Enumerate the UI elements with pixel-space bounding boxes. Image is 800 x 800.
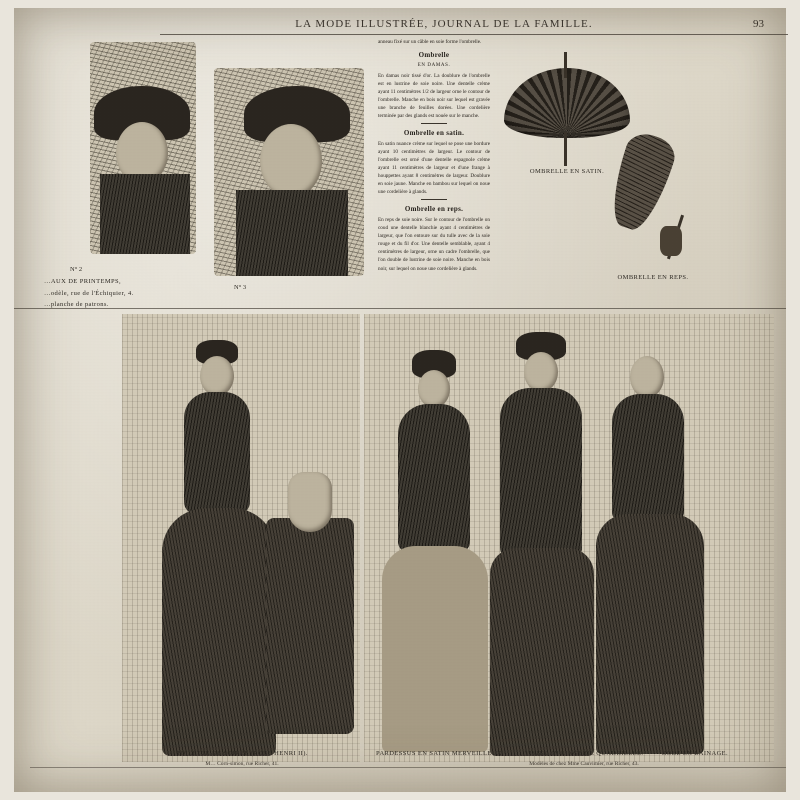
- visite-lingerie-quadrillee-figure: [476, 332, 604, 756]
- parasol-closed-caption: OMBRELLE EN REPS.: [617, 274, 689, 281]
- column-ombrelle-lead: anneau fixé sur un câble en soie forme l'ombrelle.: [378, 39, 482, 45]
- header-rule: [160, 34, 788, 35]
- robe-en-lainage-caption: ROBE EN LAINAGE.: [661, 750, 729, 757]
- column-ombrelle-satin-body: En satin nuance crème sur lequel se pose une bordure ayant 10 centimètres de largeur. Le contour de l'ombrelle est orné d'une dentelle espagnole crème ayant 11 centimètres de largeur et d'une frange à houppettes ayant 8 centimètres de largeur. Doublure en soie jaune. Manche en bambou sur lequel on noue une cordelière à glands.: [378, 140, 490, 196]
- column-ombrelle: [378, 38, 490, 276]
- visite-lingerie-quadrillee-caption: VISITE EN LINGERIE QUADRILLÉE.: [524, 750, 644, 757]
- vase-shape: [288, 472, 332, 532]
- hat-figure-left-pattern-note: …planche de patrons.: [44, 301, 109, 308]
- hat-figure-center-number: N° 3: [234, 284, 247, 291]
- toilette-de-soiree-credit: M… Corn-simon, rue Richer, 41.: [205, 761, 279, 767]
- paper-sheet: [14, 8, 786, 792]
- column-ombrelle-reps-heading: Ombrelle en reps.: [404, 205, 464, 214]
- bottom-rule: [30, 767, 786, 768]
- mid-rule: [14, 308, 786, 309]
- visite-lingerie-quadrillee-credit: Modèles de chez Mme Cauvimier, rue Richer, 43.: [529, 761, 639, 767]
- hat-figure-left-number: N° 2: [70, 266, 83, 273]
- column-ombrelle-satin-heading: Ombrelle en satin.: [403, 129, 465, 138]
- column-ombrelle-reps-body: En reps de soie noire. Sur le contour de l'ombrelle on coud une dentelle blanchie ayant 4 centimètres de largeur, que l'on entoure sur du tulle avec de la soie rouge et du fil d'or. Une dentelle semblable, ayant 4 centimètres de largeur, orne un cadre l'ombrelle, que l'on double de lustrine de soie noire. Manche en bois noir, sur lequel on noue une cordelière à glands.: [378, 217, 490, 272]
- parasol-closed-engraving: [586, 122, 720, 274]
- column-ombrelle-body: En damas noir tissé d'or. La doublure de l'ombrelle est en lustrine de soie noire. Une dentelle crème ayant 11 centimètres 1/2 de largeur orne le contour de l'ombrelle. Manche en bois noir sur lequel est gravée une branche de feuilles dorées. Une cordelière terminée par des glands est nouée sur le manche.: [378, 72, 490, 119]
- pardessus-satin-merveilleux-caption: PARDESSUS EN SATIN MERVEILLEUX.: [376, 750, 504, 757]
- hat-figure-left-subcaption: …odèle, rue de l'Échiquier, 4.: [44, 290, 134, 297]
- hat-figure-left-engraving: [90, 42, 196, 254]
- bottom-illustration-band: [30, 312, 786, 782]
- page-number: 93: [753, 18, 764, 30]
- parasol-open-caption: OMBRELLE EN SATIN.: [529, 168, 605, 175]
- column-ombrelle-heading: Ombrelle: [418, 51, 450, 60]
- top-illustration-band: [30, 38, 786, 310]
- column-divider-2: [421, 199, 447, 200]
- column-ombrelle-subheading: EN DAMAS.: [417, 62, 451, 68]
- table-with-vase: [266, 518, 354, 734]
- hat-figure-center-engraving: [214, 68, 364, 276]
- hat-figure-left-caption: …AUX DE PRINTEMPS,: [44, 278, 122, 285]
- column-divider-1: [421, 123, 447, 124]
- page-title: LA MODE ILLUSTRÉE, JOURNAL DE LA FAMILLE.: [295, 18, 593, 30]
- toilette-de-soiree-caption: TOILETTE DE SOIRÉE (ROBE HENRI II).: [176, 750, 308, 757]
- robe-en-lainage-figure: [586, 352, 712, 756]
